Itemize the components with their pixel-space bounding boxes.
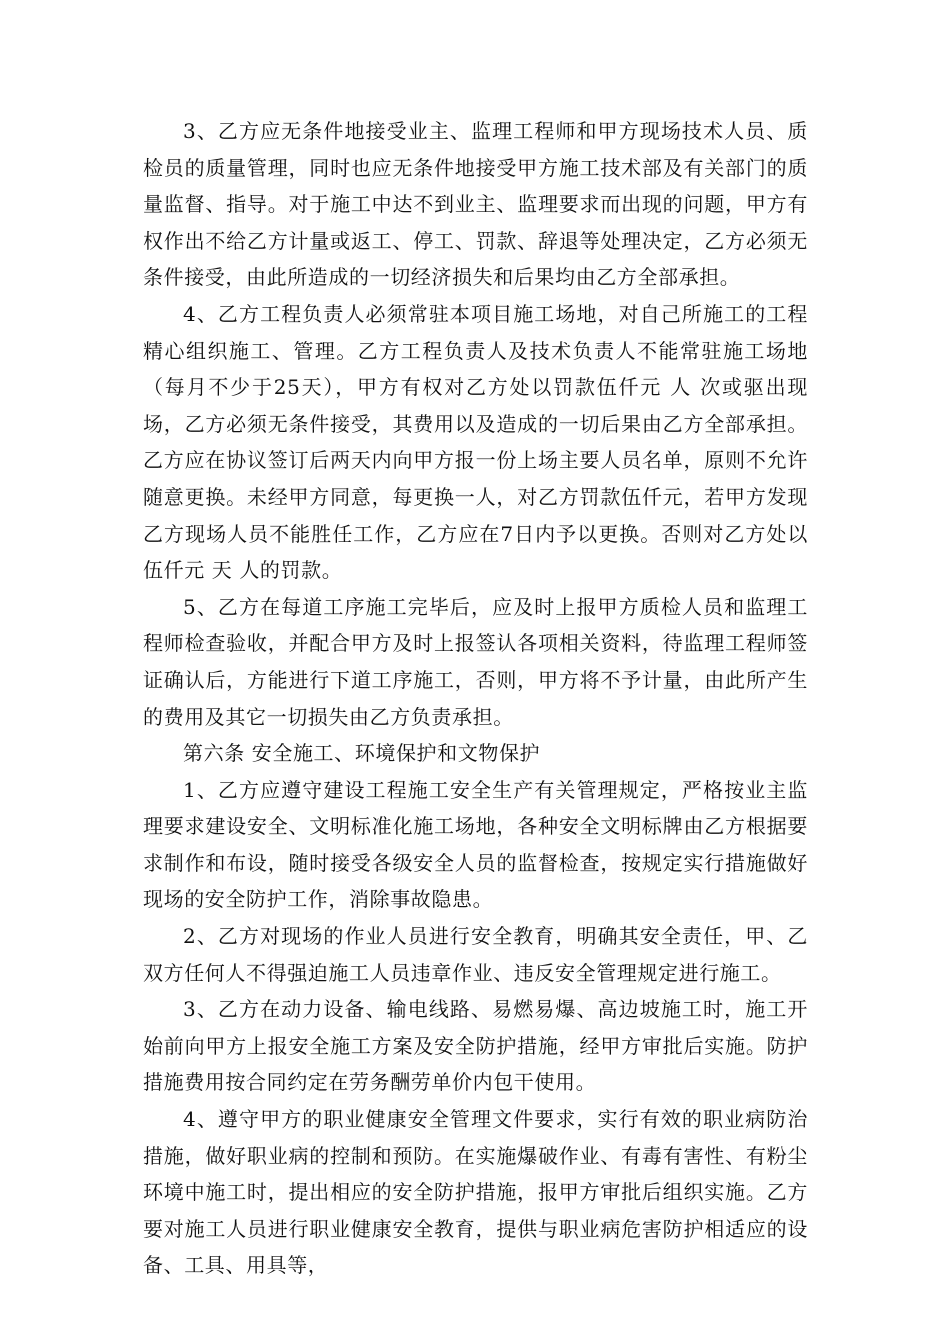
clause-paragraph: 5、乙方在每道工序施工完毕后，应及时上报甲方质检人员和监理工程师检查验收，并配合甲方及时上报签认各项相关资料，待监理工程师签证确认后，方能进行下道工序施工，否则，甲方将不予计量，由此所产生的费用及其它一切损失由乙方负责承担。 <box>143 594 808 729</box>
document-body <box>143 113 808 1284</box>
clause-paragraph: 4、遵守甲方的职业健康安全管理文件要求，实行有效的职业病防治措施，做好职业病的控制和预防。在实施爆破作业、有毒有害性、有粉尘环境中施工时，提出相应的安全防护措施，报甲方审批后组织实施。乙方要对施工人员进行职业健康安全教育，提供与职业病危害防护相适应的设备、工具、用具等， <box>143 1107 808 1278</box>
clause-paragraph: 2、乙方对现场的作业人员进行安全教育，明确其安全责任，甲、乙双方任何人不得强迫施工人员违章作业、违反安全管理规定进行施工。 <box>143 924 808 985</box>
clause-paragraph: 3、乙方应无条件地接受业主、监理工程师和甲方现场技术人员、质检员的质量管理，同时也应无条件地接受甲方施工技术部及有关部门的质量监督、指导。对于施工中达不到业主、监理要求而出现的问题，甲方有权作出不给乙方计量或返工、停工、罚款、辞退等处理决定，乙方必须无条件接受，由此所造成的一切经济损失和后果均由乙方全部承担。 <box>143 119 808 290</box>
clause-paragraph: 1、乙方应遵守建设工程施工安全生产有关管理规定，严格按业主监理要求建设安全、文明标准化施工场地，各种安全文明标牌由乙方根据要求制作和布设，随时接受各级安全人员的监督检查，按规定实行措施做好现场的安全防护工作，消除事故隐患。 <box>143 777 808 912</box>
clause-paragraph: 3、乙方在动力设备、输电线路、易燃易爆、高边坡施工时，施工开始前向甲方上报安全施工方案及安全防护措施，经甲方审批后实施。防护措施费用按合同约定在劳务酬劳单价内包干使用。 <box>143 997 808 1095</box>
clause-paragraph: 4、乙方工程负责人必须常驻本项目施工场地，对自己所施工的工程精心组织施工、管理。乙方工程负责人及技术负责人不能常驻施工场地（每月不少于25天），甲方有权对乙方处以罚款伍仟元 人 次或驱出现场，乙方必须无条件接受，其费用以及造成的一切后果由乙方全部承担。乙方应在协议签订后两天内向甲方报一份上场主要人员名单，原则不允许随意更换。未经甲方同意，每更换一人，对乙方罚款伍仟元，若甲方发现乙方现场人员不能胜任工作，乙方应在7日内予以更换。否则对乙方处以伍仟元 天 人的罚款。 <box>143 301 808 583</box>
section-heading: 第六条 安全施工、环境保护和文物保护 <box>183 741 541 766</box>
